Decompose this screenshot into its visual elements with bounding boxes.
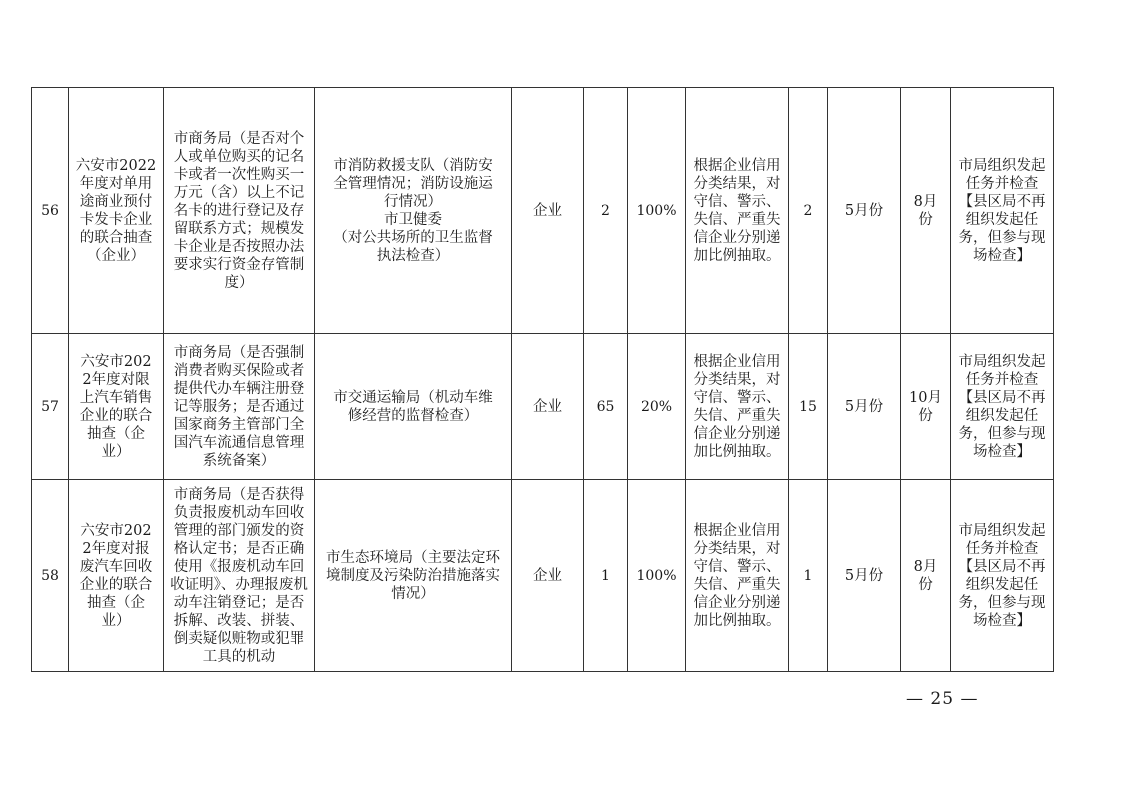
row-number: 56 [32, 88, 69, 334]
joint-departments: 市交通运输局（机动车维修经营的监督检查） [315, 334, 512, 480]
page-number: — 25 — [906, 689, 979, 709]
inspection-object: 企业 [512, 88, 584, 334]
table-row [32, 334, 1054, 480]
inspection-object: 企业 [512, 334, 584, 480]
row-number: 58 [32, 480, 69, 672]
start-month: 5月份 [828, 88, 901, 334]
table-row [32, 88, 1054, 334]
inspection-content: 市商务局（是否强制消费者购买保险或者提供代办车辆注册登记等服务；是否通过国家商务主管部门全国汽车流通信息管理系统备案） [164, 334, 315, 480]
start-month: 5月份 [828, 480, 901, 672]
inspection-object: 企业 [512, 480, 584, 672]
end-month: 10月份 [901, 334, 951, 480]
inspection-plan-table [31, 87, 1054, 672]
inspection-content: 市商务局（是否对个人或单位购买的记名卡或者一次性购买一万元（含）以上不记名卡的进行登记及存留联系方式；规模发卡企业是否按照办法要求实行资金存管制度） [164, 88, 315, 334]
sampling-ratio: 100% [628, 480, 686, 672]
sample-count: 2 [789, 88, 828, 334]
table-row [32, 480, 1054, 672]
sample-count: 1 [789, 480, 828, 672]
sampling-method: 根据企业信用分类结果，对守信、警示、失信、严重失信企业分别递加比例抽取。 [686, 334, 789, 480]
joint-departments: 市生态环境局（主要法定环境制度及污染防治措施落实情况） [315, 480, 512, 672]
sampling-ratio: 20% [628, 334, 686, 480]
remarks: 市局组织发起任务并检查【县区局不再组织发起任务，但参与现场检查】 [951, 88, 1054, 334]
end-month: 8月份 [901, 480, 951, 672]
object-count: 65 [584, 334, 628, 480]
sample-count: 15 [789, 334, 828, 480]
task-name: 六安市2022年度对单用途商业预付卡发卡企业的联合抽查（企业） [69, 88, 164, 334]
sampling-method: 根据企业信用分类结果，对守信、警示、失信、严重失信企业分别递加比例抽取。 [686, 88, 789, 334]
inspection-content: 市商务局（是否获得负责报废机动车回收管理的部门颁发的资格认定书；是否正确使用《报废机动车回收证明》、办理报废机动车注销登记；是否拆解、改装、拼装、倒卖疑似赃物或犯罪工具的机动 [164, 480, 315, 672]
sampling-method: 根据企业信用分类结果，对守信、警示、失信、严重失信企业分别递加比例抽取。 [686, 480, 789, 672]
joint-departments: 市消防救援支队（消防安全管理情况；消防设施运行情况） 市卫健委 （对公共场所的卫生监督执法检查） [315, 88, 512, 334]
start-month: 5月份 [828, 334, 901, 480]
end-month: 8月份 [901, 88, 951, 334]
sampling-ratio: 100% [628, 88, 686, 334]
remarks: 市局组织发起任务并检查【县区局不再组织发起任务，但参与现场检查】 [951, 334, 1054, 480]
row-number: 57 [32, 334, 69, 480]
remarks: 市局组织发起任务并检查【县区局不再组织发起任务，但参与现场检查】 [951, 480, 1054, 672]
task-name: 六安市2022年度对限上汽车销售企业的联合抽查（企业） [69, 334, 164, 480]
task-name: 六安市2022年度对报废汽车回收企业的联合抽查（企业） [69, 480, 164, 672]
object-count: 1 [584, 480, 628, 672]
object-count: 2 [584, 88, 628, 334]
